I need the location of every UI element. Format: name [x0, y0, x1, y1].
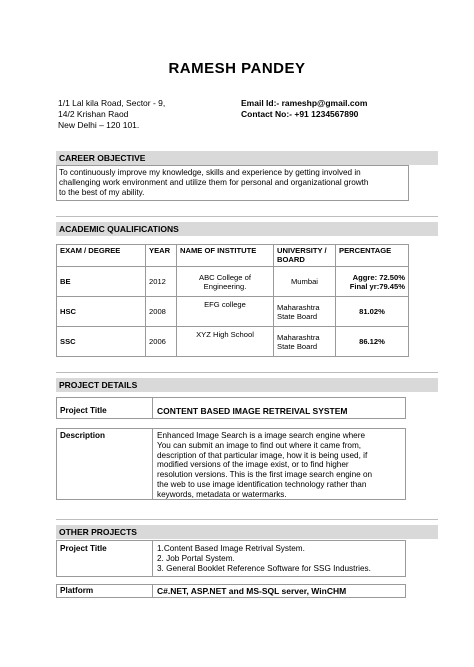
platform-label: Platform: [60, 586, 94, 595]
project-title-row: [56, 397, 406, 419]
table-row: [57, 267, 409, 297]
exam-cell: SSC: [57, 327, 146, 357]
description-line: the web to use image identification technology rather than: [157, 479, 367, 489]
col-institute-header: NAME OF INSTITUTE: [177, 245, 274, 267]
institute-cell: ABC College of Engineering.: [177, 267, 274, 297]
contact-block: [241, 98, 367, 120]
career-line: To continuously improve my knowledge, skills and experience by getting involved in: [59, 168, 361, 177]
divider: [56, 372, 438, 373]
description-label: Description: [60, 431, 106, 440]
other-project-item: 1.Content Based Image Retrival System.: [157, 544, 305, 553]
col-board-header: UNIVERSITY / BOARD: [274, 245, 336, 267]
email-line: Email Id:- rameshp@gmail.com: [241, 98, 368, 108]
project-details-heading: PROJECT DETAILS: [56, 378, 438, 392]
year-cell: 2008: [146, 297, 177, 327]
platform-value: C#.NET, ASP.NET and MS-SQL server, WinCHM: [157, 586, 347, 596]
project-title-label: Project Title: [60, 406, 107, 415]
year-cell: 2012: [146, 267, 177, 297]
description-line: resolution versions. This is the first image search engine on: [157, 470, 373, 480]
cell-divider: [152, 585, 153, 597]
career-objective-heading: CAREER OBJECTIVE: [56, 151, 438, 165]
career-line: to the best of my ability.: [59, 187, 145, 197]
address-line: New Delhi – 120 101.: [58, 120, 140, 130]
project-description-row: [56, 428, 406, 500]
table-row: [57, 297, 409, 327]
other-project-item: 2. Job Portal System.: [157, 553, 235, 563]
board-cell: Mumbai: [274, 267, 336, 297]
description-line: modified versions of the image exist, or to find higher: [157, 460, 349, 470]
other-project-title-label: Project Title: [60, 544, 107, 553]
exam-cell: BE: [57, 267, 146, 297]
col-year-header: YEAR: [146, 245, 177, 267]
year-cell: 2006: [146, 327, 177, 357]
description-line: You can submit an image to find out where it came from,: [157, 440, 362, 450]
institute-cell: EFG college: [177, 297, 274, 327]
col-percentage-header: PERCENTAGE: [336, 245, 409, 267]
other-project-item: 3. General Booklet Reference Software for SSG Industries.: [157, 563, 371, 573]
divider: [56, 216, 438, 217]
exam-cell: HSC: [57, 297, 146, 327]
other-project-title-row: [56, 540, 406, 577]
percentage-final: Final yr:79.45%: [349, 281, 405, 291]
address-line: 1/1 Lal kila Road, Sector - 9,: [58, 98, 166, 108]
description-line: description of that particular image, how it is being used, if: [157, 450, 368, 460]
cell-divider: [152, 429, 153, 499]
divider: [56, 519, 438, 520]
career-objective-box: [56, 165, 409, 201]
description-text: [157, 431, 405, 500]
institute-cell: XYZ High School: [177, 327, 274, 357]
academic-heading: ACADEMIC QUALIFICATIONS: [56, 222, 438, 236]
candidate-name: RAMESH PANDEY: [168, 60, 306, 77]
platform-row: [56, 584, 406, 598]
percentage-cell: [336, 267, 409, 297]
description-line: Enhanced Image Search is a image search engine where: [157, 431, 365, 440]
address-block: [58, 98, 165, 131]
table-row: [57, 327, 409, 357]
board-cell: Maharashtra State Board: [274, 297, 336, 327]
percentage-aggregate: Aggre: 72.50%: [352, 272, 405, 282]
other-projects-heading: OTHER PROJECTS: [56, 525, 438, 539]
table-header-row: [57, 245, 409, 267]
phone-line: Contact No:- +91 1234567890: [241, 109, 359, 119]
col-exam-header: EXAM / DEGREE: [57, 245, 146, 267]
academic-table: [56, 244, 409, 357]
project-title-value: CONTENT BASED IMAGE RETREIVAL SYSTEM: [157, 406, 348, 416]
percentage-cell: 81.02%: [336, 297, 409, 327]
description-line: keywords, metadata or watermarks.: [157, 489, 287, 499]
percentage-cell: 86.12%: [336, 327, 409, 357]
cell-divider: [152, 541, 153, 576]
address-line: 14/2 Krishan Raod: [58, 109, 129, 119]
other-project-list: [157, 544, 405, 573]
board-cell: Maharashtra State Board: [274, 327, 336, 357]
career-line: challenging work environment and utilize them for personal and organizational growth: [59, 177, 369, 187]
cell-divider: [152, 398, 153, 418]
